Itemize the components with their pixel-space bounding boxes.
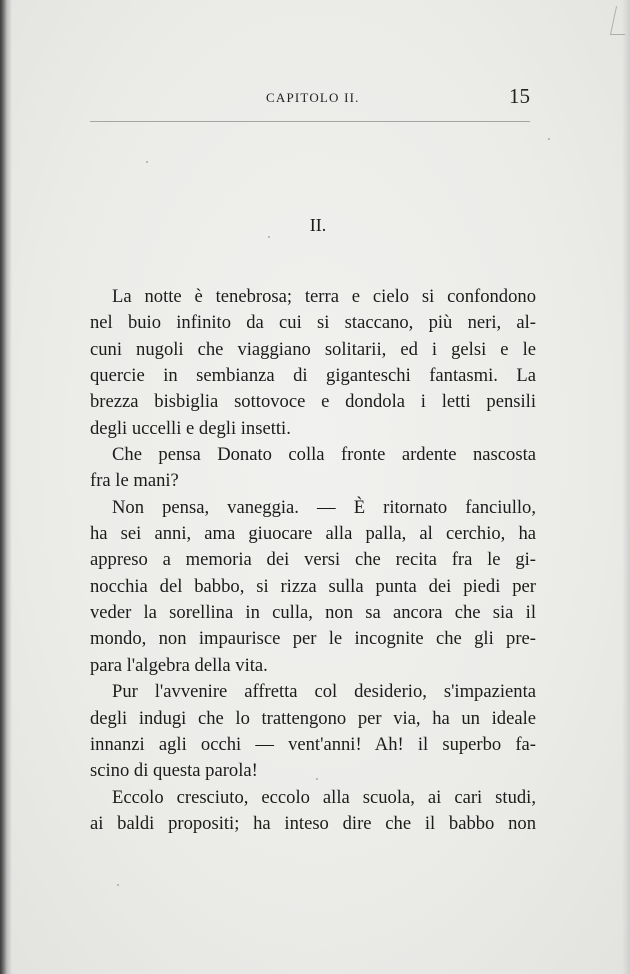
paper-speck (268, 236, 270, 238)
running-head: CAPITOLO II. (266, 90, 360, 105)
text-line: La notte è tenebrosa; terra e cielo si confondono (112, 286, 536, 307)
text-line: Che pensa Donato colla fronte ardente nascosta (112, 444, 536, 466)
text-line: ai baldi propositi; ha inteso dire che il babbo non (90, 812, 536, 834)
text-line: degli uccelli e degli insetti. (90, 417, 291, 439)
page-number: 15 (509, 84, 530, 108)
paper-speck (117, 884, 119, 886)
text-line: nel buio infinito da cui si staccano, più neri, al- (90, 312, 536, 334)
paper-speck (548, 138, 550, 140)
body-text (90, 284, 536, 837)
text-line: mondo, non impaurisce per le incognite che gli pre- (90, 628, 536, 650)
paper-speck (146, 161, 148, 163)
text-line: innanzi agli occhi — vent'anni! Ah! il superbo fa- (90, 733, 536, 755)
text-line: veder la sorellina in culla, non sa ancora che sia il (90, 602, 536, 624)
text-line: appreso a memoria dei versi che recita fra le gi- (90, 549, 536, 571)
text-line: nocchia del babbo, si rizza sulla punta dei piedi per (90, 575, 536, 597)
text-line: Pur l'avvenire affretta col desiderio, s'impazienta (112, 681, 536, 703)
paper-speck (316, 778, 318, 780)
text-line: scino di questa parola! (90, 760, 258, 782)
text-line: Non pensa, vaneggia. — È ritornato fanciullo, (112, 496, 536, 518)
text-line: cuni nugoli che viaggiano solitarii, ed i gelsi e le (90, 338, 536, 360)
page-binding-edge (0, 0, 12, 974)
text-line: Eccolo cresciuto, eccolo alla scuola, ai cari studi, (112, 786, 536, 808)
text-line: para l'algebra della vita. (90, 654, 268, 676)
header-rule (90, 121, 530, 122)
chapter-heading: II. (309, 215, 327, 235)
text-line: degli indugi che lo trattengono per via, ha un ideale (90, 707, 536, 729)
page-header (90, 84, 530, 110)
text-line: fra le mani? (90, 470, 179, 492)
text-line: brezza bisbiglia sottovoce e dondola i letti pensili (90, 391, 536, 413)
text-line: ha sei anni, ama giuocare alla palla, al cerchio, ha (90, 523, 536, 545)
page-right-edge (622, 0, 630, 974)
text-line: quercie in sembianza di giganteschi fantasmi. La (90, 365, 536, 387)
